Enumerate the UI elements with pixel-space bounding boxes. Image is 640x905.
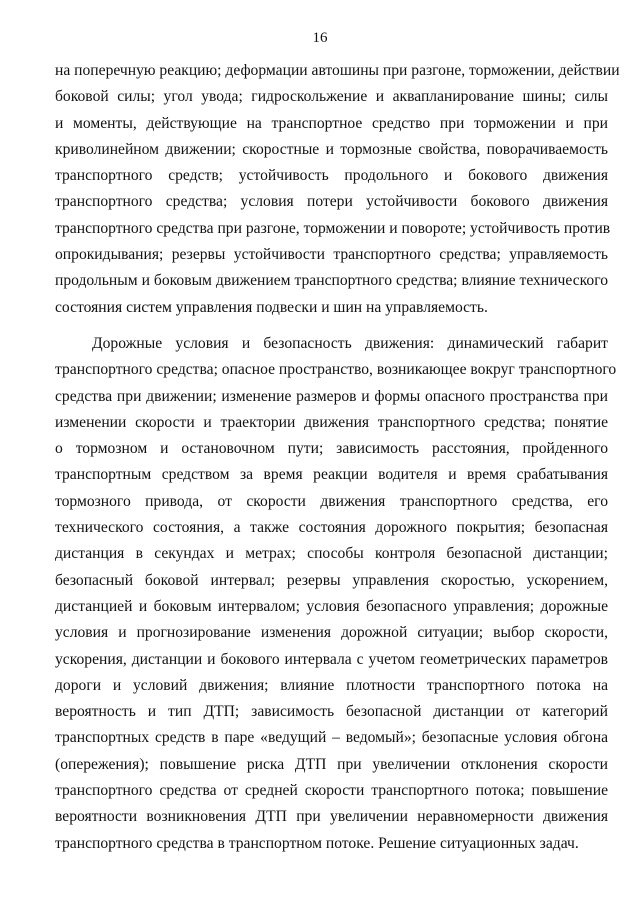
text-line: состояния систем управления подвески и шин на управляемость.: [55, 298, 488, 316]
text-line: и моменты, действующие на транспортное средство при торможении и при: [55, 114, 608, 132]
text-line: средства при движении; изменение размеров и формы опасного пространства при: [55, 387, 608, 405]
text-line: тормозного привода, от скорости движения транспортного средства, его: [55, 492, 608, 510]
text-line: транспортного средства в транспортном потоке. Решение ситуационных задач.: [55, 834, 579, 852]
text-line: изменении скорости и траектории движения транспортного средства; понятие: [55, 413, 608, 431]
text-line: транспортного средств; устойчивость продольного и бокового движения: [55, 167, 608, 185]
text-line: дистанцией и боковым интервалом; условия безопасного управления; дорожные: [55, 597, 608, 615]
text-line: вероятности возникновения ДТП при увеличении неравномерности движения: [55, 808, 608, 826]
text-line: транспортных средств в паре «ведущий – ведомый»; безопасные условия обгона: [55, 729, 608, 747]
document-body: [55, 58, 620, 857]
paragraph-road-conditions: [55, 331, 617, 857]
text-line: технического состояния, а также состояния дорожного покрытия; безопасная: [55, 519, 608, 537]
text-line: транспортного средства; опасное пространство, возникающее вокруг транспортного: [55, 361, 617, 379]
text-line: боковой силы; угол увода; гидроскольжение и аквапланирование шины; силы: [55, 88, 608, 106]
page-number: 16: [312, 30, 328, 46]
text-line: ускорения, дистанции и бокового интервала с учетом геометрических параметров: [55, 650, 608, 668]
text-line: транспортного средства от средней скорости транспортного потока; повышение: [55, 782, 608, 800]
paragraph-vehicle-dynamics: [55, 58, 620, 321]
text-line: вероятность и тип ДТП; зависимость безопасной дистанции от категорий: [55, 703, 608, 721]
text-line: на поперечную реакцию; деформации автошины при разгоне, торможении, действии: [55, 62, 620, 79]
text-line: опрокидывания; резервы устойчивости транспортного средства; управляемость: [55, 246, 608, 264]
text-line: транспортного средства; условия потери устойчивости бокового движения: [55, 193, 608, 211]
text-line: о тормозном и остановочном пути; зависимость расстояния, пройденного: [55, 440, 608, 458]
text-line: (опережения); повышение риска ДТП при увеличении отклонения скорости: [55, 755, 608, 773]
text-line: дороги и условий движения; влияние плотности транспортного потока на: [55, 676, 608, 694]
text-line: дистанция в секундах и метрах; способы контроля безопасной дистанции;: [55, 545, 608, 563]
text-line: продольным и боковым движением транспортного средства; влияние технического: [55, 272, 608, 290]
text-line: условия и прогнозирование изменения дорожной ситуации; выбор скорости,: [55, 624, 608, 642]
text-line: транспортного средства при разгоне, торможении и повороте; устойчивость против: [55, 219, 611, 237]
paragraph-gap: [55, 321, 608, 331]
text-line: криволинейном движении; скоростные и тормозные свойства, поворачиваемость: [55, 140, 608, 158]
text-line: транспортным средством за время реакции водителя и время срабатывания: [55, 466, 608, 484]
text-line: безопасный боковой интервал; резервы управления скоростью, ускорением,: [55, 571, 608, 589]
text-line: Дорожные условия и безопасность движения: динамический габарит: [92, 334, 608, 352]
